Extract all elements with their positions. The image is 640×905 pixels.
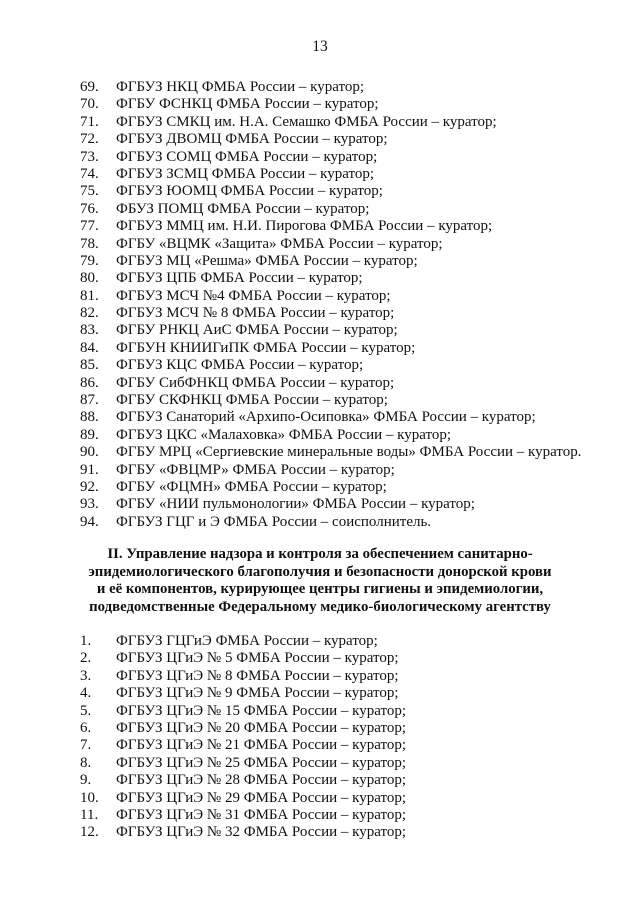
list-item-text: ФГБУН КНИИГиПК ФМБА России – куратор;	[116, 339, 416, 356]
list-item	[80, 409, 582, 426]
list-item-text: ФГБУЗ МСЧ №4 ФМБА России – куратор;	[116, 287, 391, 304]
list-item-number: 94.	[80, 513, 99, 530]
list-item-number: 80.	[80, 270, 99, 287]
list-item	[80, 479, 582, 496]
list-item-text: ФГБУ «ВЦМК «Защита» ФМБА России – куратор;	[116, 235, 443, 252]
list-item	[80, 720, 406, 737]
list-item-number: 75.	[80, 183, 99, 200]
list-item-text: ФГБУ СКФНКЦ ФМБА России – куратор;	[116, 392, 388, 409]
list-item-text: ФГБУЗ ЦГиЭ № 31 ФМБА России – куратор;	[116, 806, 406, 823]
list-item-number: 81.	[80, 287, 99, 304]
list-item	[80, 650, 406, 667]
list-item-number: 77.	[80, 218, 99, 235]
list-item-number: 11.	[80, 806, 99, 823]
section-heading	[40, 546, 600, 616]
list-item	[80, 824, 406, 841]
list-item	[80, 79, 582, 96]
list-item-text: ФГБУЗ ЦГиЭ № 5 ФМБА России – куратор;	[116, 650, 399, 667]
list-item-number: 78.	[80, 235, 99, 252]
list-item-text: ФГБУЗ КЦС ФМБА России – куратор;	[116, 357, 364, 374]
list-item-text: ФГБУЗ НКЦ ФМБА России – куратор;	[116, 79, 364, 95]
list-item-number: 73.	[80, 148, 99, 165]
list-item-number: 8.	[80, 754, 92, 771]
list-item	[80, 514, 582, 531]
list-item-text: ФГБУЗ ГЦГиЭ ФМБА России – куратор;	[116, 633, 378, 649]
list-item-number: 72.	[80, 131, 99, 148]
list-item	[80, 253, 582, 270]
list-item-number: 70.	[80, 96, 99, 113]
list-item-text: ФГБУЗ СОМЦ ФМБА России – куратор;	[116, 148, 378, 165]
list-item-number: 93.	[80, 496, 99, 513]
list-item	[80, 357, 582, 374]
list-item	[80, 633, 406, 650]
list-item-number: 12.	[80, 824, 99, 841]
list-item-number: 79.	[80, 252, 99, 269]
list-item-text: ФГБУЗ ЦГиЭ № 9 ФМБА России – куратор;	[116, 685, 399, 702]
list-item-text: ФГБУЗ ЦГиЭ № 28 ФМБА России – куратор;	[116, 772, 406, 789]
list-item-number: 85.	[80, 357, 99, 374]
list-item-number: 9.	[80, 772, 92, 789]
section-heading-line: и её компонентов, курирующее центры гигиены и эпидемиологии,	[96, 581, 544, 598]
list-item	[80, 755, 406, 772]
list-item-text: ФГБУ МРЦ «Сергиевские минеральные воды» ФМБА России – куратор.	[116, 444, 582, 461]
list-item-number: 92.	[80, 478, 99, 495]
list-item-text: ФГБУ ФСНКЦ ФМБА России – куратор;	[116, 96, 379, 113]
section-heading-line: эпидемиологического благополучия и безопасности донорской крови	[88, 563, 552, 580]
list-item-text: ФГБУЗ ЦПБ ФМБА России – куратор;	[116, 270, 363, 287]
list-item	[80, 790, 406, 807]
organization-list-curators	[80, 79, 582, 531]
list-item-number: 10.	[80, 789, 99, 806]
list-item-text: ФГБУЗ ЦКС «Малаховка» ФМБА России – куратор;	[116, 426, 452, 443]
list-item-text: ФГБУ СибФНКЦ ФМБА России – куратор;	[116, 374, 395, 391]
list-item-text: ФГБУЗ ГЦГ и Э ФМБА России – соисполнитель.	[116, 513, 432, 530]
list-item-text: ФГБУЗ ЦГиЭ № 20 ФМБА России – куратор;	[116, 719, 406, 736]
list-item-number: 1.	[80, 633, 92, 649]
list-item	[80, 201, 582, 218]
list-item	[80, 444, 582, 461]
list-item-number: 74.	[80, 165, 99, 182]
list-item	[80, 236, 582, 253]
list-item	[80, 340, 582, 357]
section-heading-line: II. Управление надзора и контроля за обеспечением санитарно-	[107, 546, 533, 562]
list-item	[80, 166, 582, 183]
list-item-number: 5.	[80, 702, 92, 719]
list-item-text: ФГБУЗ ЦГиЭ № 25 ФМБА России – куратор;	[116, 754, 406, 771]
list-item-number: 2.	[80, 650, 92, 667]
list-item-number: 3.	[80, 667, 92, 684]
list-item-text: ФГБУЗ ЦГиЭ № 15 ФМБА России – куратор;	[116, 702, 406, 719]
organization-list-hygiene-centers	[80, 633, 406, 842]
list-item-number: 86.	[80, 374, 99, 391]
list-item	[80, 375, 582, 392]
list-item-text: ФГБУЗ Санаторий «Архипо-Осиповка» ФМБА России – куратор;	[116, 409, 536, 426]
list-item-text: ФГБУЗ ЦГиЭ № 21 ФМБА России – куратор;	[116, 737, 406, 754]
list-item	[80, 149, 582, 166]
list-item-text: ФГБУ «НИИ пульмонологии» ФМБА России – куратор;	[116, 496, 475, 513]
list-item-text: ФГБУЗ МЦ «Решма» ФМБА России – куратор;	[116, 252, 418, 269]
list-item	[80, 218, 582, 235]
list-item-number: 82.	[80, 305, 99, 322]
list-item-number: 91.	[80, 461, 99, 478]
list-item-text: ФГБУЗ ММЦ им. Н.И. Пирогова ФМБА России – куратор;	[116, 218, 493, 235]
list-item	[80, 270, 582, 287]
list-item-text: ФГБУЗ ЗСМЦ ФМБА России – куратор;	[116, 165, 375, 182]
list-item-text: ФГБУ РНКЦ АиС ФМБА России – куратор;	[116, 322, 398, 339]
list-item	[80, 772, 406, 789]
list-item-text: ФГБУ «ФВЦМР» ФМБА России – куратор;	[116, 461, 395, 478]
page-number: 13	[312, 38, 328, 55]
list-item-text: ФГБУЗ ЦГиЭ № 29 ФМБА России – куратор;	[116, 789, 406, 806]
list-item-text: ФГБУ «ФЦМН» ФМБА России – куратор;	[116, 478, 387, 495]
list-item	[80, 496, 582, 513]
list-item-number: 7.	[80, 737, 92, 754]
list-item	[80, 737, 406, 754]
list-item	[80, 183, 582, 200]
list-item-number: 69.	[80, 79, 99, 95]
list-item-number: 71.	[80, 113, 99, 130]
list-item	[80, 427, 582, 444]
list-item-text: ФГБУЗ МСЧ № 8 ФМБА России – куратор;	[116, 305, 395, 322]
list-item	[80, 703, 406, 720]
list-item-number: 84.	[80, 339, 99, 356]
list-item-number: 6.	[80, 719, 92, 736]
list-item-text: ФГБУЗ ЦГиЭ № 32 ФМБА России – куратор;	[116, 824, 406, 841]
list-item-text: ФГБУЗ ДВОМЦ ФМБА России – куратор;	[116, 131, 388, 148]
list-item	[80, 807, 406, 824]
list-item	[80, 96, 582, 113]
list-item	[80, 462, 582, 479]
list-item-number: 90.	[80, 444, 99, 461]
section-heading-line: подведомственные Федеральному медико-биологическому агентству	[89, 598, 551, 615]
list-item-text: ФГБУЗ ЮОМЦ ФМБА России – куратор;	[116, 183, 383, 200]
list-item-text: ФГБУЗ ЦГиЭ № 8 ФМБА России – куратор;	[116, 667, 399, 684]
list-item	[80, 685, 406, 702]
list-item	[80, 668, 406, 685]
list-item	[80, 392, 582, 409]
list-item	[80, 131, 582, 148]
list-item-number: 76.	[80, 200, 99, 217]
list-item-text: ФГБУЗ СМКЦ им. Н.А. Семашко ФМБА России – куратор;	[116, 113, 497, 130]
list-item	[80, 288, 582, 305]
list-item	[80, 305, 582, 322]
list-item-number: 88.	[80, 409, 99, 426]
list-item-number: 4.	[80, 685, 92, 702]
list-item-number: 83.	[80, 322, 99, 339]
list-item-number: 89.	[80, 426, 99, 443]
list-item-text: ФБУЗ ПОМЦ ФМБА России – куратор;	[116, 200, 370, 217]
list-item	[80, 114, 582, 131]
list-item	[80, 322, 582, 339]
list-item-number: 87.	[80, 392, 99, 409]
